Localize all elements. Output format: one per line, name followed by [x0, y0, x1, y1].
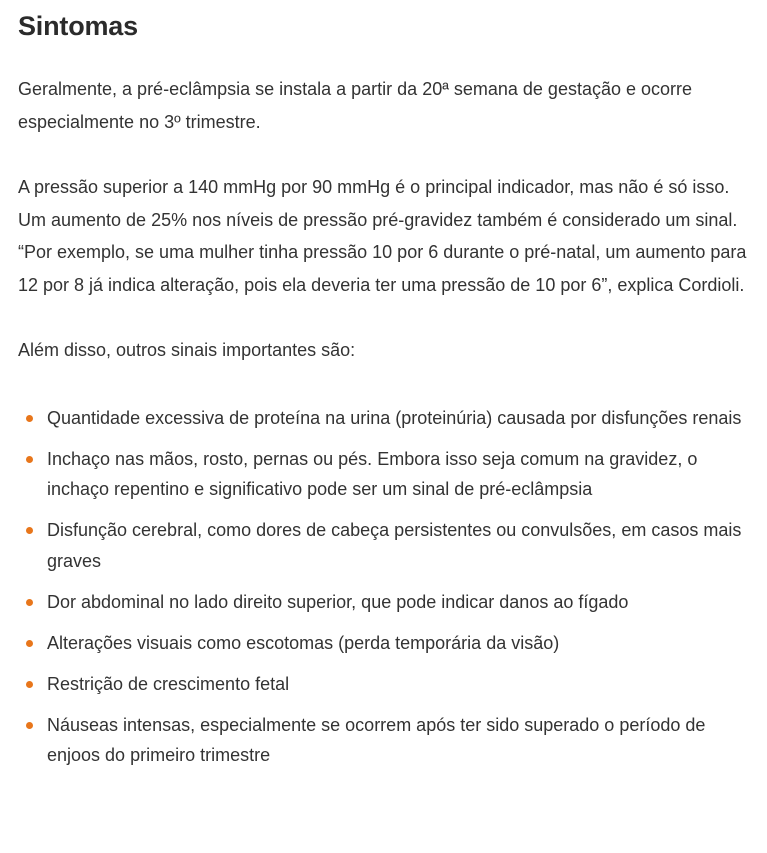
- list-item-text: Alterações visuais como escotomas (perda temporária da visão): [47, 632, 560, 653]
- list-item: [18, 515, 749, 576]
- signs-list: [18, 403, 749, 771]
- list-item: [18, 628, 749, 659]
- list-item-text: Disfunção cerebral, como dores de cabeça persistentes ou convulsões, em casos mais graves: [47, 520, 742, 571]
- list-item: [18, 403, 749, 434]
- bullet-dot-icon: [26, 415, 33, 422]
- list-item-text: Náuseas intensas, especialmente se ocorrem após ter sido superado o período de enjoos do primeiro trimestre: [47, 714, 706, 765]
- bullet-dot-icon: [26, 599, 33, 606]
- bullet-dot-icon: [26, 681, 33, 688]
- paragraph-other-signs-intro: Além disso, outros sinais importantes são:: [18, 340, 356, 360]
- list-item: [18, 669, 749, 700]
- paragraph-onset: Geralmente, a pré-eclâmpsia se instala a partir da 20ª semana de gestação e ocorre especialmente no 3º trimestre.: [18, 79, 693, 132]
- bullet-dot-icon: [26, 722, 33, 729]
- paragraph-blood-pressure: A pressão superior a 140 mmHg por 90 mmHg é o principal indicador, mas não é só isso. Um aumento de 25% nos níveis de pressão pré-gravidez também é considerado um sinal. “Por exemplo, se uma mulher tinha pressão 10 por 6 durante o pré-natal, um aumento para 12 por 8 já indica alteração, pois ela deveria ter uma pressão de 10 por 6”, explica Cordioli.: [18, 177, 747, 295]
- bullet-dot-icon: [26, 456, 33, 463]
- bullet-dot-icon: [26, 640, 33, 647]
- list-item: [18, 587, 749, 618]
- list-item-text: Dor abdominal no lado direito superior, que pode indicar danos ao fígado: [47, 591, 629, 612]
- list-item-text: Restrição de crescimento fetal: [47, 673, 290, 694]
- list-item: [18, 710, 749, 771]
- list-item: [18, 444, 749, 505]
- section-heading: Sintomas: [18, 11, 138, 41]
- list-item-text: Quantidade excessiva de proteína na urina (proteinúria) causada por disfunções renais: [47, 407, 742, 428]
- list-item-text: Inchaço nas mãos, rosto, pernas ou pés. Embora isso seja comum na gravidez, o inchaço repentino e significativo pode ser um sinal de pré-eclâmpsia: [47, 448, 698, 499]
- bullet-dot-icon: [26, 527, 33, 534]
